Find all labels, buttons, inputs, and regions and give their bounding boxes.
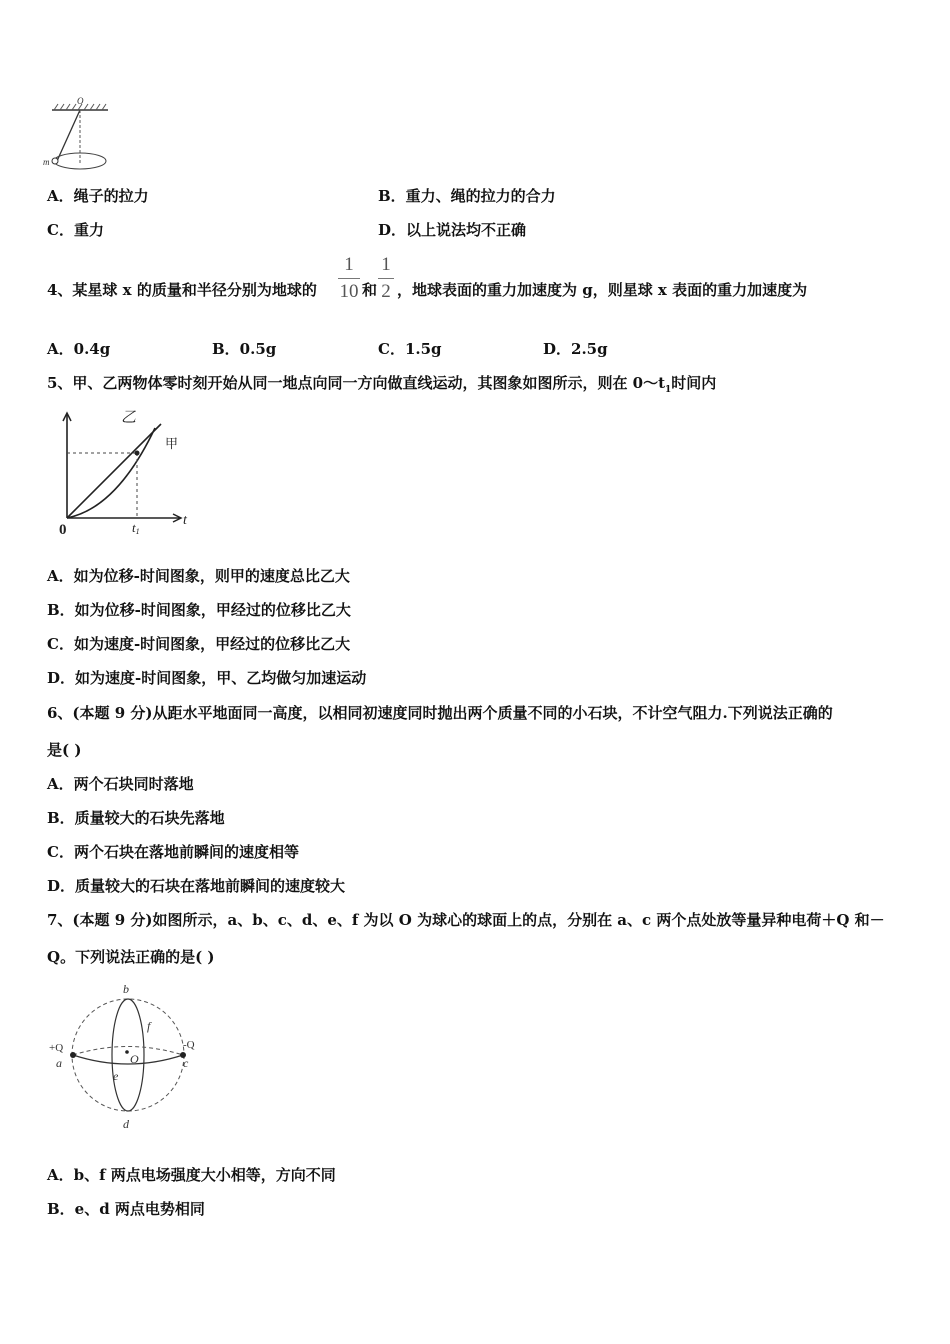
sphere-charges-figure	[45, 978, 210, 1133]
q3-option-c: C．重力	[47, 221, 104, 239]
graph-label-origin: 0	[59, 522, 67, 538]
q4-and: 和	[362, 281, 378, 299]
pendulum-label-o: O	[77, 96, 84, 106]
q5-stem-sub: 1	[665, 385, 672, 395]
sphere-label-f: f	[147, 1019, 151, 1033]
graph-label-t: t	[183, 513, 187, 528]
q4-stem-after: ，地球表面的重力加速度为 g，则星球 x 表面的重力加速度为	[397, 281, 808, 299]
q6-stem-line1: 6、(本题 9 分)从距水平地面同一高度，以相同初速度同时抛出两个质量不同的小石块，不计空气阻力.下列说法正确的	[47, 704, 833, 722]
q5-option-b: B．如为位移-时间图象，甲经过的位移比乙大	[47, 601, 351, 619]
graph-label-t1	[132, 520, 140, 536]
sphere-label-o: O	[130, 1052, 139, 1066]
q5-option-a: A．如为位移-时间图象，则甲的速度总比乙大	[47, 567, 350, 585]
q3-option-b: B．重力、绳的拉力的合力	[378, 187, 556, 205]
q5-option-c: C．如为速度-时间图象，甲经过的位移比乙大	[47, 635, 351, 653]
graph-label-yi: 乙	[121, 410, 137, 426]
q7-stem-line1: 7、(本题 9 分)如图所示，a、b、c、d、e、f 为以 O 为球心的球面上的点，分别在 a、c 两个点处放等量异种电荷＋Q 和－	[47, 911, 885, 929]
frac1-numerator: 1	[344, 254, 354, 275]
q5-stem-end: 时间内	[671, 374, 717, 392]
sphere-label-plus-q: +Q	[49, 1042, 64, 1054]
q4-option-d: D．2.5g	[543, 340, 608, 358]
graph-label-jia: 甲	[165, 436, 179, 451]
sphere-label-d: d	[123, 1117, 129, 1131]
q4-option-b: B．0.5g	[212, 340, 277, 358]
q6-stem-line2: 是( )	[47, 741, 82, 759]
frac2-numerator: 1	[381, 254, 391, 275]
sphere-label-c: c	[183, 1056, 189, 1070]
graph-label-t1-sub: 1	[135, 527, 140, 536]
q7-stem-line2: Q。下列说法正确的是( )	[47, 948, 215, 966]
frac1-denominator: 10	[339, 281, 359, 302]
q6-option-c: C．两个石块在落地前瞬间的速度相等	[47, 843, 299, 861]
sphere-label-a: a	[56, 1056, 62, 1070]
graph-label-t1-base: t	[132, 520, 136, 535]
q5-stem	[47, 373, 716, 400]
q7-option-a: A．b、f 两点电场强度大小相等，方向不同	[47, 1166, 336, 1184]
q3-option-d: D．以上说法均不正确	[378, 221, 527, 239]
sphere-label-e: e	[113, 1069, 119, 1083]
conical-pendulum-figure	[40, 95, 120, 175]
q5-stem-main: 5、甲、乙两物体零时刻开始从同一地点向同一方向做直线运动，其图象如图所示，则在 0～t	[47, 374, 666, 392]
frac2-denominator: 2	[381, 281, 391, 302]
q7-option-b: B．e、d 两点电势相同	[47, 1200, 205, 1218]
q4-fraction-1-10	[338, 254, 360, 303]
motion-graph-figure	[55, 408, 200, 538]
q4-fraction-1-2	[378, 254, 394, 303]
q5-option-d: D．如为速度-时间图象，甲、乙均做匀加速运动	[47, 669, 367, 687]
q6-option-a: A．两个石块同时落地	[47, 775, 194, 793]
q6-option-d: D．质量较大的石块在落地前瞬间的速度较大	[47, 877, 346, 895]
q6-option-b: B．质量较大的石块先落地	[47, 809, 225, 827]
sphere-label-b: b	[123, 982, 129, 996]
pendulum-label-m: m	[43, 157, 50, 167]
q4-option-a: A．0.4g	[47, 340, 111, 358]
sphere-label-minus-q: -Q	[183, 1039, 195, 1051]
q4-stem-before: 4、某星球 x 的质量和半径分别为地球的	[47, 281, 317, 299]
q4-option-c: C．1.5g	[378, 340, 442, 358]
q3-option-a: A．绳子的拉力	[47, 187, 149, 205]
